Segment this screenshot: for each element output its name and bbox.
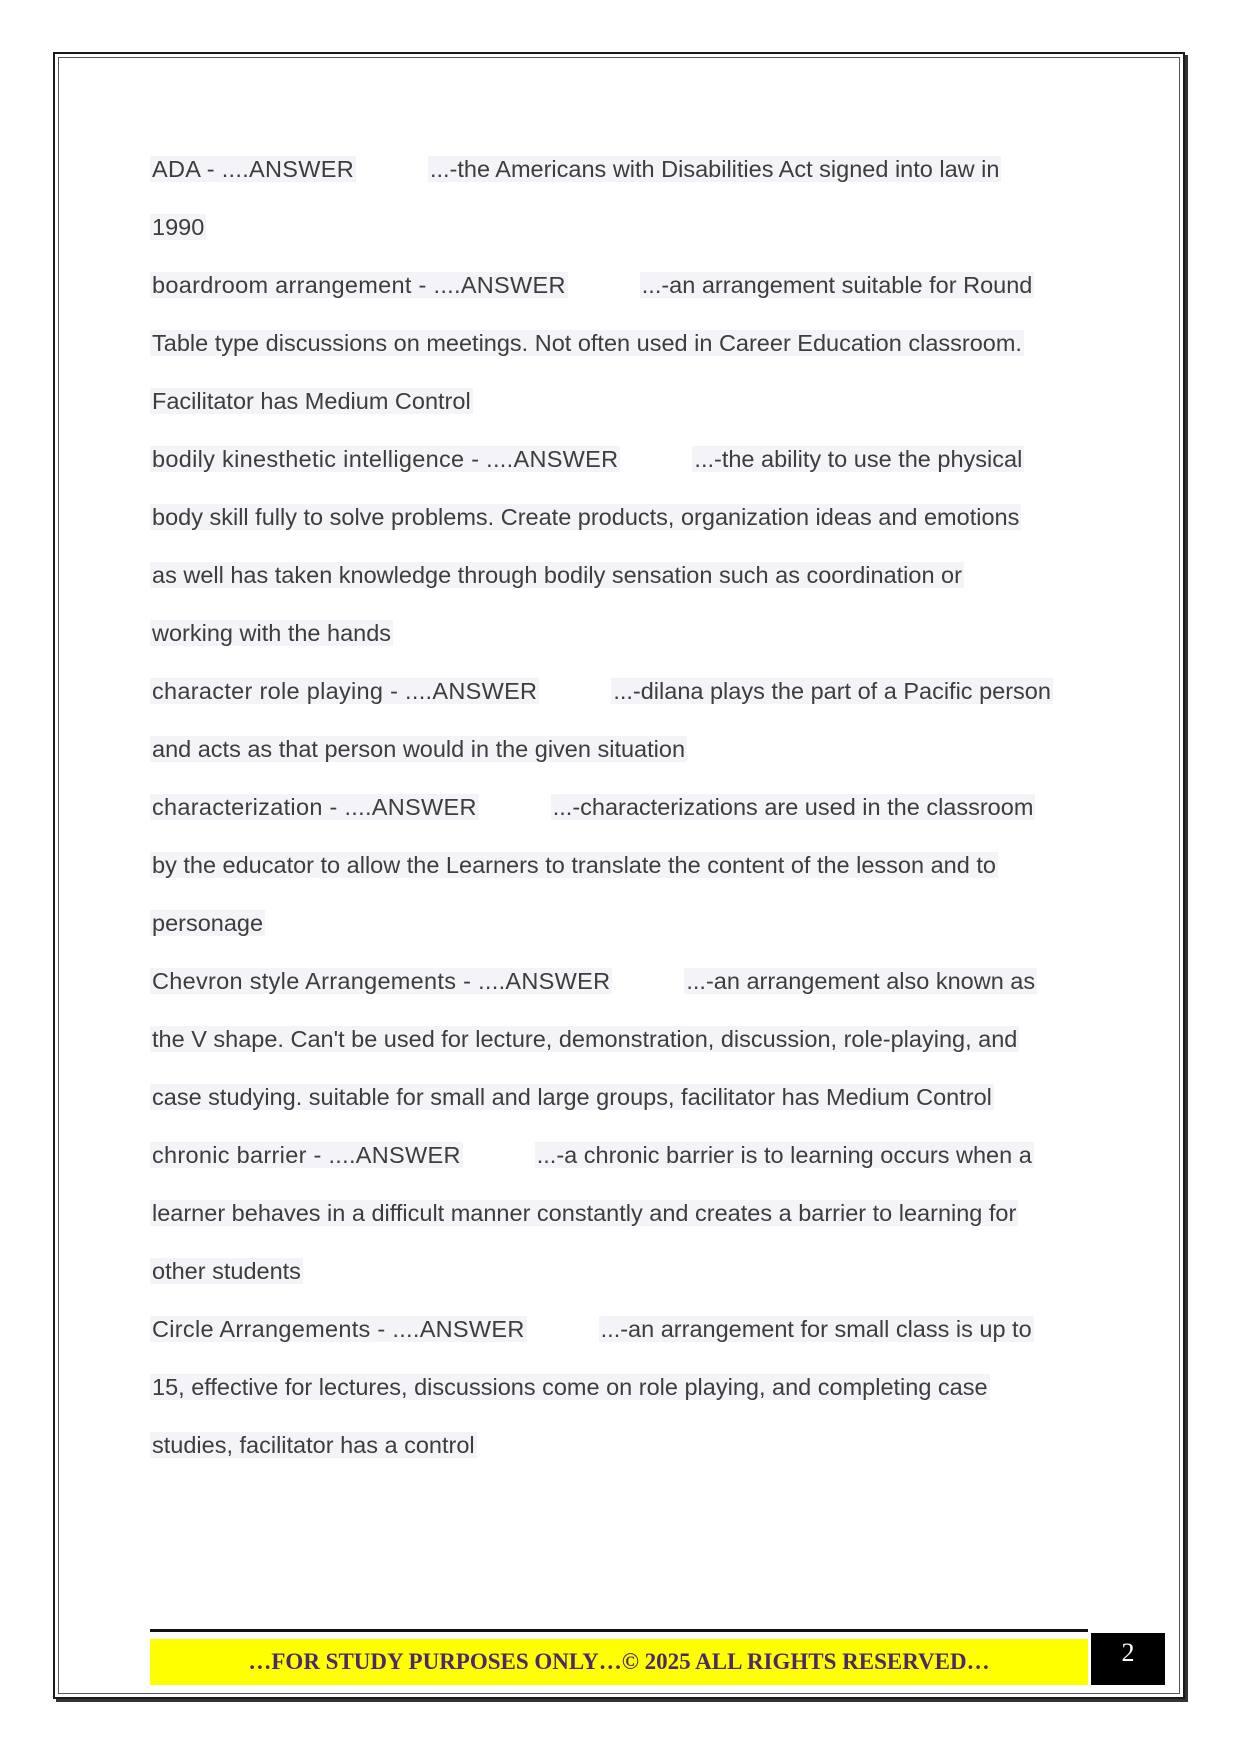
entry-continuation-line <box>150 496 1090 554</box>
entry-continuation-text: other students <box>152 1258 301 1284</box>
entry-term: Chevron style Arrangements - ....ANSWER <box>152 968 611 994</box>
glossary-entry <box>150 264 1090 438</box>
entry-continuation-line <box>150 380 1090 438</box>
glossary-entry <box>150 1308 1090 1482</box>
entry-continuation-line <box>150 612 1090 670</box>
entry-continuation-line <box>150 554 1090 612</box>
entry-continuation-line <box>150 206 1090 264</box>
glossary-entry <box>150 438 1090 670</box>
entry-continuation-text: the V shape. Can't be used for lecture, demonstration, discussion, role-playing, and <box>152 1026 1018 1052</box>
entry-continuation-text: Facilitator has Medium Control <box>152 388 471 414</box>
entry-continuation-text: and acts as that person would in the given situation <box>152 736 686 762</box>
entry-term: character role playing - ....ANSWER <box>152 678 538 704</box>
entry-continuation-line <box>150 322 1090 380</box>
entry-term: Circle Arrangements - ....ANSWER <box>152 1316 525 1342</box>
entry-continuation-line <box>150 1366 1090 1424</box>
entry-definition: ...-the Americans with Disabilities Act signed into law in <box>429 156 1000 182</box>
entry-definition: ...-an arrangement also known as <box>686 968 1036 994</box>
entry-first-line <box>150 786 1090 844</box>
entry-first-line <box>150 438 1090 496</box>
entry-continuation-text: personage <box>152 910 264 936</box>
entry-continuation-line <box>150 902 1090 960</box>
entry-continuation-text: 15, effective for lectures, discussions come on role playing, and completing case <box>152 1374 988 1400</box>
entry-definition: ...-the ability to use the physical <box>694 446 1023 472</box>
entry-continuation-text: body skill fully to solve problems. Create products, organization ideas and emotions <box>152 504 1020 530</box>
entry-continuation-line <box>150 1424 1090 1482</box>
entry-continuation-line <box>150 1076 1090 1134</box>
footer-rule <box>150 1629 1088 1632</box>
glossary-entry <box>150 960 1090 1134</box>
footer-notice: …FOR STUDY PURPOSES ONLY…© 2025 ALL RIGHTS RESERVED… <box>150 1639 1088 1685</box>
entry-continuation-text: 1990 <box>152 214 205 240</box>
entry-definition: ...-an arrangement for small class is up to <box>600 1316 1032 1342</box>
entry-continuation-line <box>150 1018 1090 1076</box>
entry-definition: ...-characterizations are used in the classroom <box>552 794 1034 820</box>
entry-first-line <box>150 960 1090 1018</box>
glossary-entry <box>150 786 1090 960</box>
entry-continuation-line <box>150 1192 1090 1250</box>
entry-term: bodily kinesthetic intelligence - ....ANSWER <box>152 446 619 472</box>
entry-continuation-text: case studying. suitable for small and large groups, facilitator has Medium Control <box>152 1084 992 1110</box>
entry-continuation-text: by the educator to allow the Learners to translate the content of the lesson and to <box>152 852 996 878</box>
entry-first-line <box>150 1308 1090 1366</box>
entry-continuation-text: Table type discussions on meetings. Not often used in Career Education classroom. <box>152 330 1022 356</box>
entry-continuation-line <box>150 844 1090 902</box>
entry-term: ADA - ....ANSWER <box>152 156 354 182</box>
glossary-entry <box>150 670 1090 786</box>
entry-first-line <box>150 1134 1090 1192</box>
entry-term: chronic barrier - ....ANSWER <box>152 1142 461 1168</box>
page-number: 2 <box>1091 1633 1165 1685</box>
entry-continuation-line <box>150 1250 1090 1308</box>
entry-definition: ...-an arrangement suitable for Round <box>641 272 1033 298</box>
entry-first-line <box>150 670 1090 728</box>
entry-continuation-text: as well has taken knowledge through bodily sensation such as coordination or <box>152 562 962 588</box>
entry-first-line <box>150 264 1090 322</box>
entry-definition: ...-a chronic barrier is to learning occurs when a <box>536 1142 1032 1168</box>
entry-definition: ...-dilana plays the part of a Pacific person <box>613 678 1051 704</box>
entry-first-line <box>150 148 1090 206</box>
entry-term: boardroom arrangement - ....ANSWER <box>152 272 566 298</box>
glossary-entry <box>150 1134 1090 1308</box>
entry-continuation-text: working with the hands <box>152 620 392 646</box>
entry-continuation-text: learner behaves in a difficult manner constantly and creates a barrier to learning for <box>152 1200 1017 1226</box>
entry-term: characterization - ....ANSWER <box>152 794 477 820</box>
document-body <box>150 148 1090 1482</box>
entry-continuation-text: studies, facilitator has a control <box>152 1432 475 1458</box>
glossary-entry <box>150 148 1090 264</box>
entry-continuation-line <box>150 728 1090 786</box>
